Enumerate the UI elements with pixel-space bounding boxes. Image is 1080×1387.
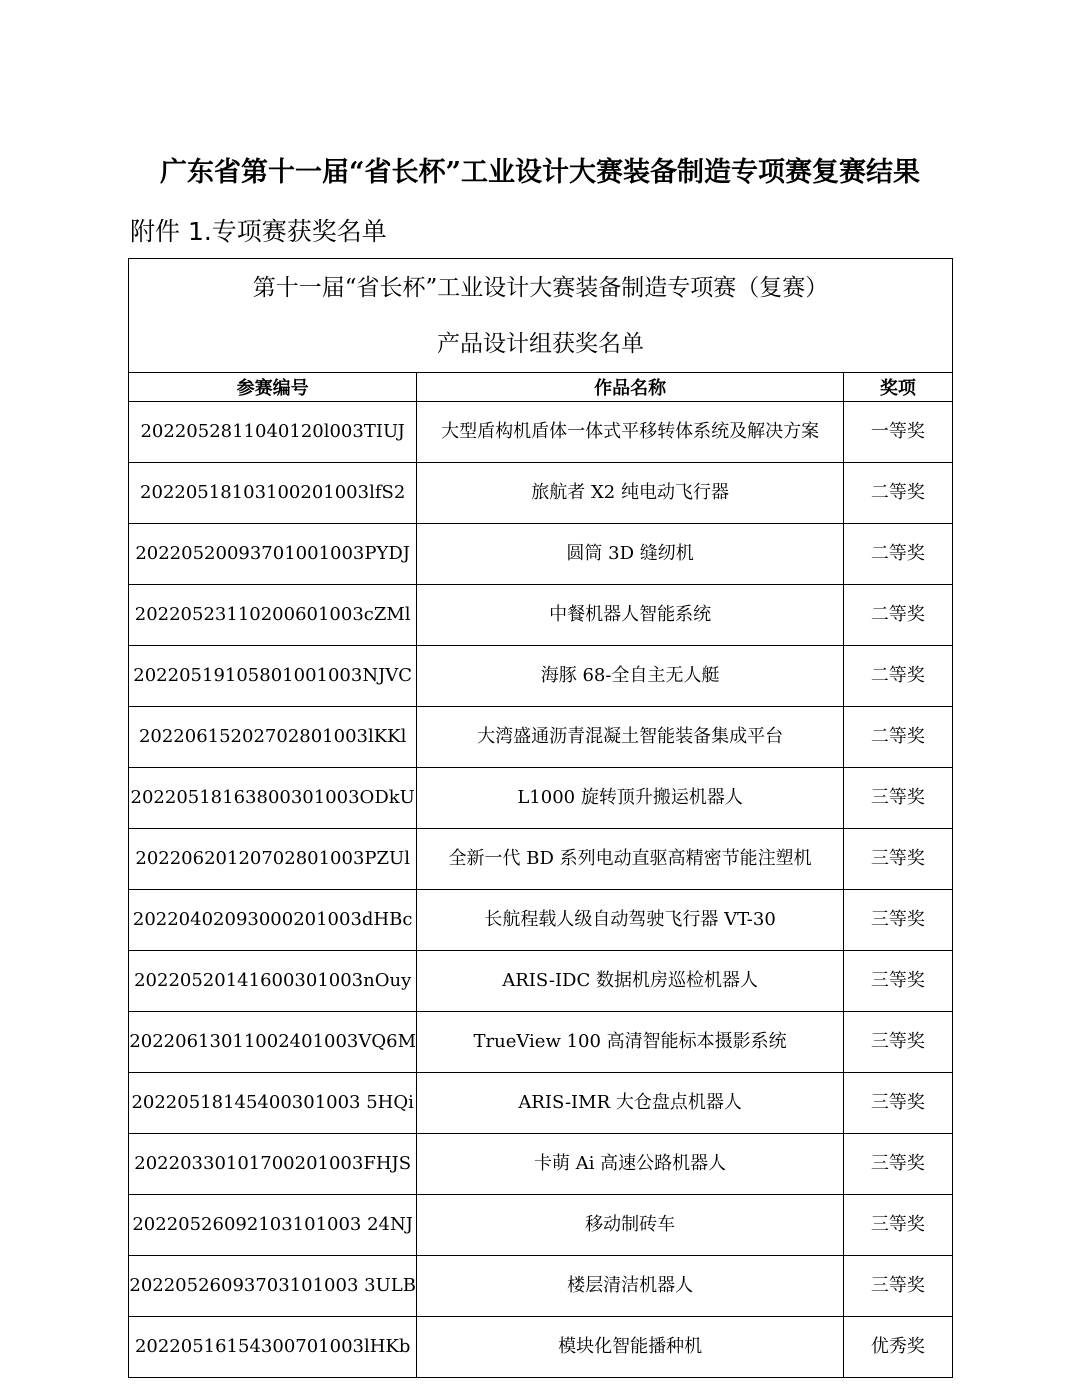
header-award: 奖项 [843, 373, 952, 402]
entry-id: 20220518103100201003lfS2 [129, 463, 417, 524]
entry-id: 20220523110200601003cZMl [129, 585, 417, 646]
work-name: ARIS-IDC 数据机房巡检机器人 [417, 951, 844, 1012]
table-header-row [129, 373, 953, 402]
work-name: 大湾盛通沥青混凝土智能装备集成平台 [417, 707, 844, 768]
table-row [129, 951, 953, 1012]
table-row [129, 890, 953, 951]
award-level: 二等奖 [843, 646, 952, 707]
entry-id: 20220520141600301003nOuy [129, 951, 417, 1012]
entry-id: 2022052811040120l003TIUJ [129, 402, 417, 463]
entry-id: 20220402093000201003dHBc [129, 890, 417, 951]
work-name: 楼层清洁机器人 [417, 1256, 844, 1317]
award-level: 三等奖 [843, 1073, 952, 1134]
table-caption-line1: 第十一届“省长杯”工业设计大赛装备制造专项赛（复赛） [252, 274, 829, 301]
work-name: 大型盾构机盾体一体式平移转体系统及解决方案 [417, 402, 844, 463]
work-name: 全新一代 BD 系列电动直驱高精密节能注塑机 [417, 829, 844, 890]
table-row [129, 463, 953, 524]
award-level: 三等奖 [843, 1012, 952, 1073]
work-name: 长航程载人级自动驾驶飞行器 VT-30 [417, 890, 844, 951]
table-row [129, 585, 953, 646]
award-level: 三等奖 [843, 829, 952, 890]
entry-id: 20220620120702801003PZUl [129, 829, 417, 890]
entry-id: 20220519105801001003NJVC [129, 646, 417, 707]
entry-id: 20220520093701001003PYDJ [129, 524, 417, 585]
award-level: 三等奖 [843, 951, 952, 1012]
award-level: 三等奖 [843, 1256, 952, 1317]
award-table [128, 258, 953, 1378]
entry-id: 20220518145400301003 5HQi [129, 1073, 417, 1134]
work-name: 圆筒 3D 缝纫机 [417, 524, 844, 585]
table-row [129, 1134, 953, 1195]
award-level: 二等奖 [843, 707, 952, 768]
entry-id: 20220526093703101003 3ULB [129, 1256, 417, 1317]
header-id: 参赛编号 [129, 373, 417, 402]
table-row [129, 768, 953, 829]
table-row [129, 524, 953, 585]
entry-id: 20220526092103101003 24NJ [129, 1195, 417, 1256]
entry-id: 20220518163800301003ODkU [129, 768, 417, 829]
work-name: 卡萌 Ai 高速公路机器人 [417, 1134, 844, 1195]
table-row [129, 1256, 953, 1317]
award-level: 三等奖 [843, 1195, 952, 1256]
table-row [129, 1195, 953, 1256]
attachment-label: 附件 1.专项赛获奖名单 [130, 217, 387, 246]
work-name: 中餐机器人智能系统 [417, 585, 844, 646]
work-name: 移动制砖车 [417, 1195, 844, 1256]
work-name: L1000 旋转顶升搬运机器人 [417, 768, 844, 829]
entry-id: 20220516154300701003lHKb [129, 1317, 417, 1378]
table-caption-row [129, 259, 953, 373]
award-level: 一等奖 [843, 402, 952, 463]
work-name: 旅航者 X2 纯电动飞行器 [417, 463, 844, 524]
table-row [129, 646, 953, 707]
award-level: 三等奖 [843, 890, 952, 951]
table-row [129, 1073, 953, 1134]
award-level: 三等奖 [843, 1134, 952, 1195]
entry-id: 20220613011002401003VQ6M [129, 1012, 417, 1073]
work-name: 模块化智能播种机 [417, 1317, 844, 1378]
table-row [129, 1317, 953, 1378]
table-row [129, 707, 953, 768]
table-row [129, 829, 953, 890]
work-name: 海豚 68-全自主无人艇 [417, 646, 844, 707]
table-row [129, 402, 953, 463]
header-name: 作品名称 [417, 373, 844, 402]
award-level: 优秀奖 [843, 1317, 952, 1378]
award-level: 三等奖 [843, 768, 952, 829]
work-name: TrueView 100 高清智能标本摄影系统 [417, 1012, 844, 1073]
award-level: 二等奖 [843, 524, 952, 585]
entry-id: 20220615202702801003lKKl [129, 707, 417, 768]
work-name: ARIS-IMR 大仓盘点机器人 [417, 1073, 844, 1134]
award-level: 二等奖 [843, 585, 952, 646]
entry-id: 20220330101700201003FHJS [129, 1134, 417, 1195]
table-row [129, 1012, 953, 1073]
document-title: 广东省第十一届“省长杯”工业设计大赛装备制造专项赛复赛结果 [159, 157, 921, 188]
table-caption-line2: 产品设计组获奖名单 [437, 330, 644, 357]
award-level: 二等奖 [843, 463, 952, 524]
table-caption [129, 259, 953, 373]
